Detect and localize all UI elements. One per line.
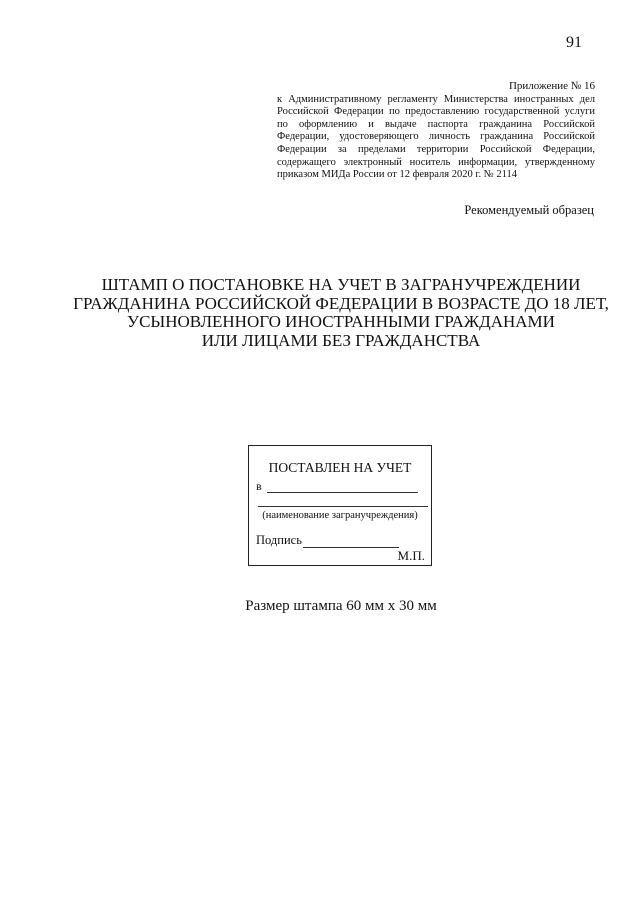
stamp-signature-label: Подпись	[256, 533, 302, 547]
stamp-seal-label: М.П.	[397, 548, 425, 563]
stamp-fill-line	[258, 506, 428, 507]
document-title	[0, 276, 640, 350]
stamp-in-label: в	[256, 479, 262, 493]
recommended-label: Рекомендуемый образец	[464, 203, 594, 217]
title-line: ШТАМП О ПОСТАНОВКЕ НА УЧЕТ В ЗАГРАНУЧРЕЖДЕНИИ	[101, 275, 581, 294]
appendix-header	[277, 80, 595, 182]
stamp-signature-line	[303, 547, 399, 548]
stamp-frame	[248, 445, 432, 566]
title-line: УСЫНОВЛЕННОГО ИНОСТРАННЫМИ ГРАЖДАНАМИ	[127, 312, 555, 331]
stamp-fill-line	[267, 492, 418, 493]
appendix-label: Приложение № 16	[508, 80, 595, 92]
page-number: 91	[566, 34, 582, 51]
title-line: ИЛИ ЛИЦАМИ БЕЗ ГРАЖДАНСТВА	[201, 330, 481, 350]
stamp-size-note: Размер штампа 60 мм х 30 мм	[245, 598, 437, 614]
appendix-text: к Административному регламенту Министерства иностранных дел Российской Федерации по предоставлению государственной услуги по оформлению и выдаче паспорта гражданина Российской Федерации, удостоверяющего личность гражданина Российской Федерации за пределами территории Российской Федерации, содержащего электронный носитель информации, утвержденному приказом МИДа России от 12 февраля 2020 г. № 2114	[277, 93, 595, 181]
stamp-title: ПОСТАВЛЕН НА УЧЕТ	[268, 460, 412, 475]
stamp-caption: (наименование загранучреждения)	[262, 510, 418, 521]
title-line: ГРАЖДАНИНА РОССИЙСКОЙ ФЕДЕРАЦИИ В ВОЗРАСТЕ ДО 18 ЛЕТ,	[73, 293, 609, 313]
